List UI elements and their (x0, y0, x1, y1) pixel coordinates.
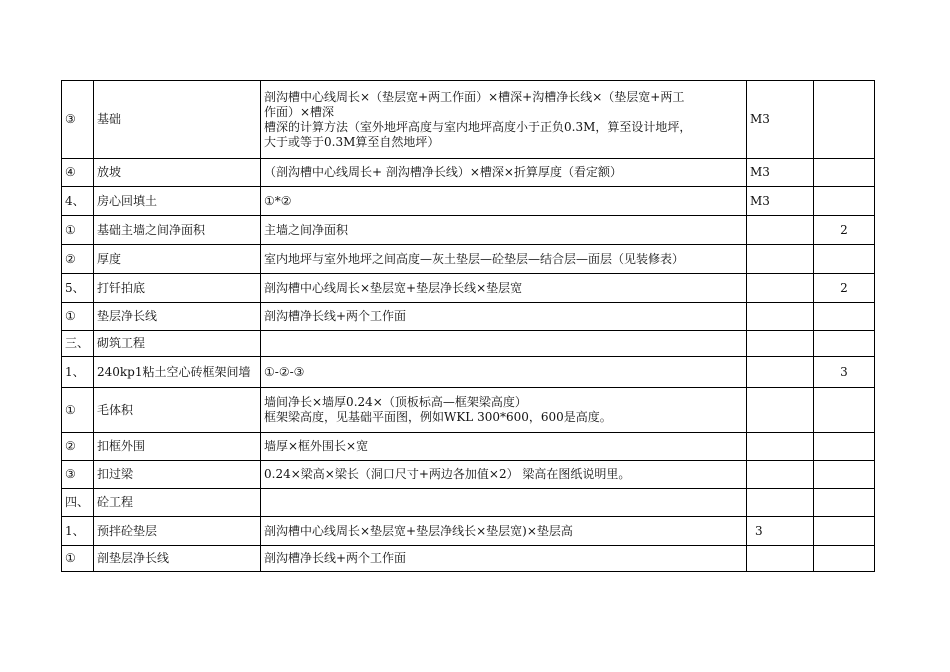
unit-cell: M3 (747, 81, 814, 159)
item-name: 基础主墙之间净面积 (94, 216, 261, 245)
table-row (62, 357, 875, 388)
table-row (62, 187, 875, 216)
unit-cell (747, 461, 814, 489)
formula-cell: 主墙之间净面积 (261, 216, 747, 245)
table-row (62, 546, 875, 572)
quantity-cell: 2 (814, 274, 875, 303)
item-name: 扣过梁 (94, 461, 261, 489)
quantity-cell: 3 (814, 357, 875, 388)
item-name: 放坡 (94, 159, 261, 187)
formula-cell: （剖沟槽中心线周长+ 剖沟槽净长线）×槽深×折算厚度（看定额） (261, 159, 747, 187)
quantity-cell (814, 433, 875, 461)
formula-line: 剖沟槽中心线周长×（垫层宽+两工作面）×槽深+沟槽净长线×（垫层宽+两工 (264, 89, 685, 104)
row-number: ② (62, 433, 94, 461)
quantity-cell (814, 546, 875, 572)
item-name: 预拌砼垫层 (94, 517, 261, 546)
formula-line: 作面）×槽深 (264, 104, 335, 119)
formula-line: 框架梁高度，见基础平面图，例如WKL 300*600，600是高度。 (264, 410, 612, 424)
calculation-table (61, 80, 875, 572)
table-row (62, 433, 875, 461)
row-number: 4、 (62, 187, 94, 216)
quantity-cell (814, 187, 875, 216)
table-row (62, 331, 875, 357)
unit-cell (747, 216, 814, 245)
quantity-cell (814, 303, 875, 331)
formula-cell: ①-②-③ (261, 357, 747, 388)
formula-cell (261, 388, 747, 433)
row-number: 1、 (62, 517, 94, 546)
quantity-cell: 2 (814, 216, 875, 245)
unit-cell (747, 388, 814, 433)
formula-cell: ①*② (261, 187, 747, 216)
quantity-cell (814, 461, 875, 489)
item-name: 240kp1粘土空心砖框架间墙 (94, 357, 261, 388)
row-number: 四、 (62, 489, 94, 517)
formula-cell (261, 81, 747, 159)
table-row (62, 303, 875, 331)
row-number: 5、 (62, 274, 94, 303)
formula-cell: 剖沟槽中心线周长×垫层宽+垫层净线长×垫层宽)×垫层高 (261, 517, 747, 546)
unit-cell (747, 303, 814, 331)
row-number: ③ (62, 461, 94, 489)
quantity-cell (814, 489, 875, 517)
row-number: ① (62, 303, 94, 331)
quantity-cell (814, 388, 875, 433)
table-row (62, 245, 875, 274)
table-row (62, 159, 875, 187)
item-name: 厚度 (94, 245, 261, 274)
row-number: ④ (62, 159, 94, 187)
item-name: 基础 (94, 81, 261, 159)
row-number: ① (62, 546, 94, 572)
formula-cell: 剖沟槽净长线+两个工作面 (261, 546, 747, 572)
formula-cell (261, 489, 747, 517)
row-number: 1、 (62, 357, 94, 388)
formula-cell (261, 331, 747, 357)
section-title: 砼工程 (94, 489, 261, 517)
unit-cell (747, 489, 814, 517)
item-name: 房心回填土 (94, 187, 261, 216)
table-row (62, 461, 875, 489)
formula-line: 大于或等于0.3M算至自然地坪） (264, 134, 440, 149)
formula-cell: 0.24×梁高×梁长（洞口尺寸+两边各加值×2） 梁高在图纸说明里。 (261, 461, 747, 489)
table-row (62, 517, 875, 546)
table-row (62, 274, 875, 303)
section-title: 砌筑工程 (94, 331, 261, 357)
quantity-cell (814, 517, 875, 546)
item-name: 打钎拍底 (94, 274, 261, 303)
formula-cell: 墙厚×框外围长×宽 (261, 433, 747, 461)
row-number: ② (62, 245, 94, 274)
table-row (62, 388, 875, 433)
quantity-cell (814, 245, 875, 274)
quantity-cell (814, 81, 875, 159)
row-number: ③ (62, 81, 94, 159)
quantity-cell (814, 159, 875, 187)
table-row (62, 81, 875, 159)
item-name: 毛体积 (94, 388, 261, 433)
item-name: 垫层净长线 (94, 303, 261, 331)
row-number: ① (62, 216, 94, 245)
formula-line: 墙间净长×墙厚0.24×（顶板标高—框架梁高度） (264, 395, 527, 409)
quantity-cell (814, 331, 875, 357)
row-number: 三、 (62, 331, 94, 357)
formula-cell: 室内地坪与室外地坪之间高度—灰土垫层—砼垫层—结合层—面层（见装修表） (261, 245, 747, 274)
formula-cell: 剖沟槽净长线+两个工作面 (261, 303, 747, 331)
formula-cell: 剖沟槽中心线周长×垫层宽+垫层净长线×垫层宽 (261, 274, 747, 303)
unit-cell: M3 (747, 187, 814, 216)
unit-cell (747, 245, 814, 274)
row-number: ① (62, 388, 94, 433)
item-name: 剖垫层净长线 (94, 546, 261, 572)
unit-cell (747, 357, 814, 388)
item-name: 扣框外围 (94, 433, 261, 461)
unit-cell (747, 274, 814, 303)
unit-cell (747, 546, 814, 572)
table-row (62, 489, 875, 517)
unit-cell: M3 (747, 159, 814, 187)
table-row (62, 216, 875, 245)
unit-cell (747, 331, 814, 357)
unit-cell: 3 (747, 517, 814, 546)
formula-line: 槽深的计算方法（室外地坪高度与室内地坪高度小于正负0.3M，算至设计地坪， (264, 119, 692, 134)
unit-cell (747, 433, 814, 461)
